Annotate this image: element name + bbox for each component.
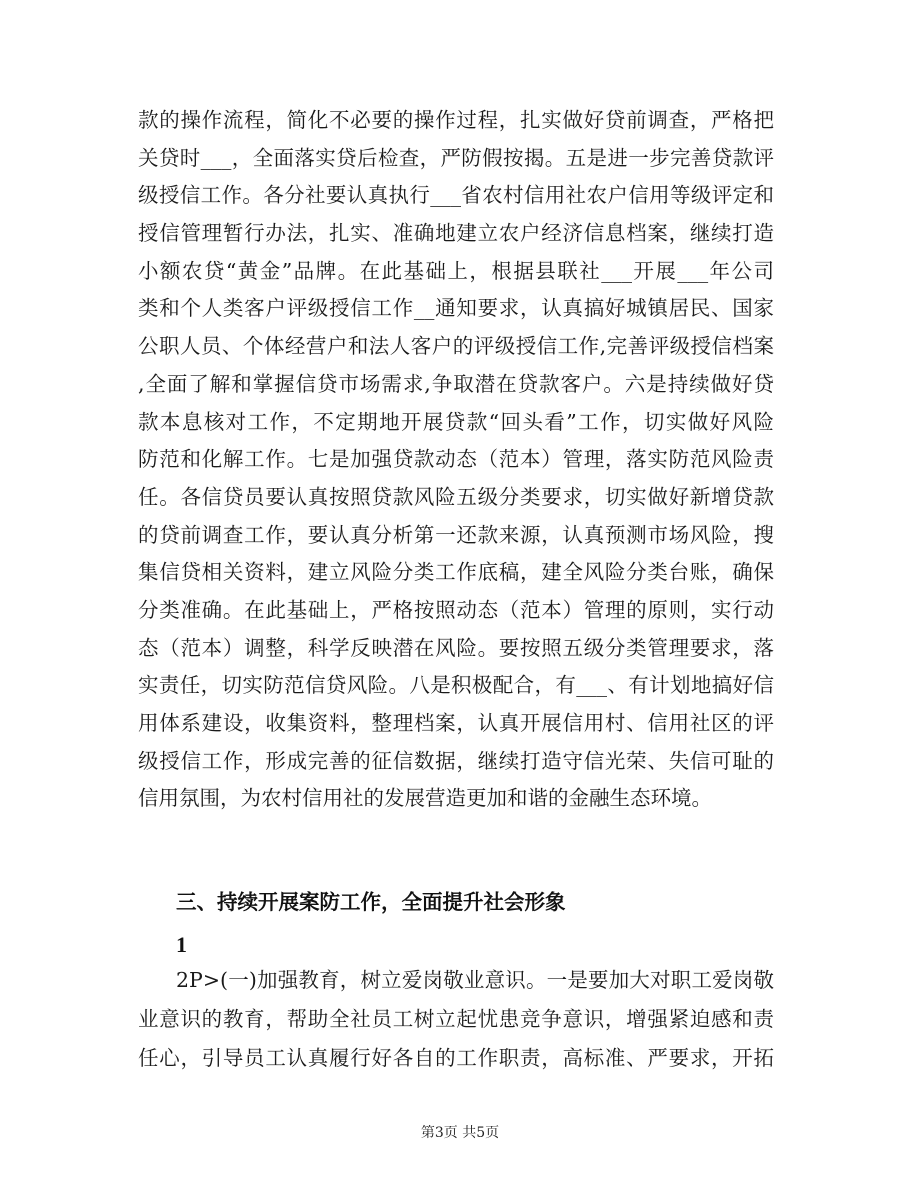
text-line: 实责任，切实防范信贷风险。八是积极配合，有___、有计划地搞好信 <box>138 673 774 698</box>
text-line: 类和个人类客户评级授信工作__通知要求，认真搞好城镇居民、国家 <box>138 296 774 321</box>
text-line: 分类准确。在此基础上，严格按照动态（范本）管理的原则，实行动 <box>138 597 774 622</box>
text-line: 小额农贷“黄金”品牌。在此基础上，根据县联社___开展___年公司 <box>138 258 774 283</box>
text-line: 关贷时___，全面落实贷后检查，严防假按揭。五是进一步完善贷款评 <box>138 145 774 170</box>
text-line: 级授信工作，形成完善的征信数据，继续打造守信光荣、失信可耻的 <box>138 748 774 773</box>
text-line: 任。各信贷员要认真按照贷款风险五级分类要求，切实做好新增贷款 <box>138 484 774 509</box>
paragraph-body <box>138 102 774 818</box>
text-line: 用体系建设，收集资料，整理档案，认真开展信用村、信用社区的评 <box>138 711 774 735</box>
text-line: 集信贷相关资料，建立风险分类工作底稿，建全风险分类台账，确保 <box>138 560 774 585</box>
text-line: 业意识的教育，帮助全社员工树立起忧患竞争意识，增强紧迫感和责 <box>138 1007 774 1031</box>
text-line: ,全面了解和掌握信贷市场需求,争取潜在贷款客户。六是持续做好贷 <box>138 371 774 396</box>
section-heading: 三、持续开展案防工作，全面提升社会形象 <box>176 890 566 914</box>
paragraph-body-2 <box>138 961 774 1078</box>
text-line: 2P>(一)加强教育，树立爱岗敬业意识。一是要加大对职工爱岗敬 <box>176 968 774 992</box>
page-number-label: 第3页 共5页 <box>420 1125 500 1141</box>
text-line: 公职人员、个体经营户和法人客户的评级授信工作,完善评级授信档案 <box>138 334 774 359</box>
text-line: 信用氛围，为农村信用社的发展营造更加和谐的金融生态环境。 <box>138 786 712 811</box>
section-number: 1 <box>176 932 187 957</box>
text-line: 态（范本）调整，科学反映潜在风险。要按照五级分类管理要求，落 <box>138 635 774 660</box>
page-footer <box>0 1122 920 1142</box>
text-line: 款的操作流程，简化不必要的操作过程，扎实做好贷前调查，严格把 <box>138 108 774 132</box>
text-line: 款本息核对工作，不定期地开展贷款“回头看”工作，切实做好风险 <box>138 409 774 434</box>
text-line: 防范和化解工作。七是加强贷款动态（范本）管理，落实防范风险责 <box>138 447 774 472</box>
text-line: 任心，引导员工认真履行好各自的工作职责，高标准、严要求，开拓 <box>138 1046 774 1070</box>
text-line: 的贷前调查工作，要认真分析第一还款来源，认真预测市场风险，搜 <box>138 522 774 547</box>
text-line: 级授信工作。各分社要认真执行___省农村信用社农户信用等级评定和 <box>138 183 774 208</box>
text-line: 授信管理暂行办法，扎实、准确地建立农户经济信息档案，继续打造 <box>138 221 774 246</box>
